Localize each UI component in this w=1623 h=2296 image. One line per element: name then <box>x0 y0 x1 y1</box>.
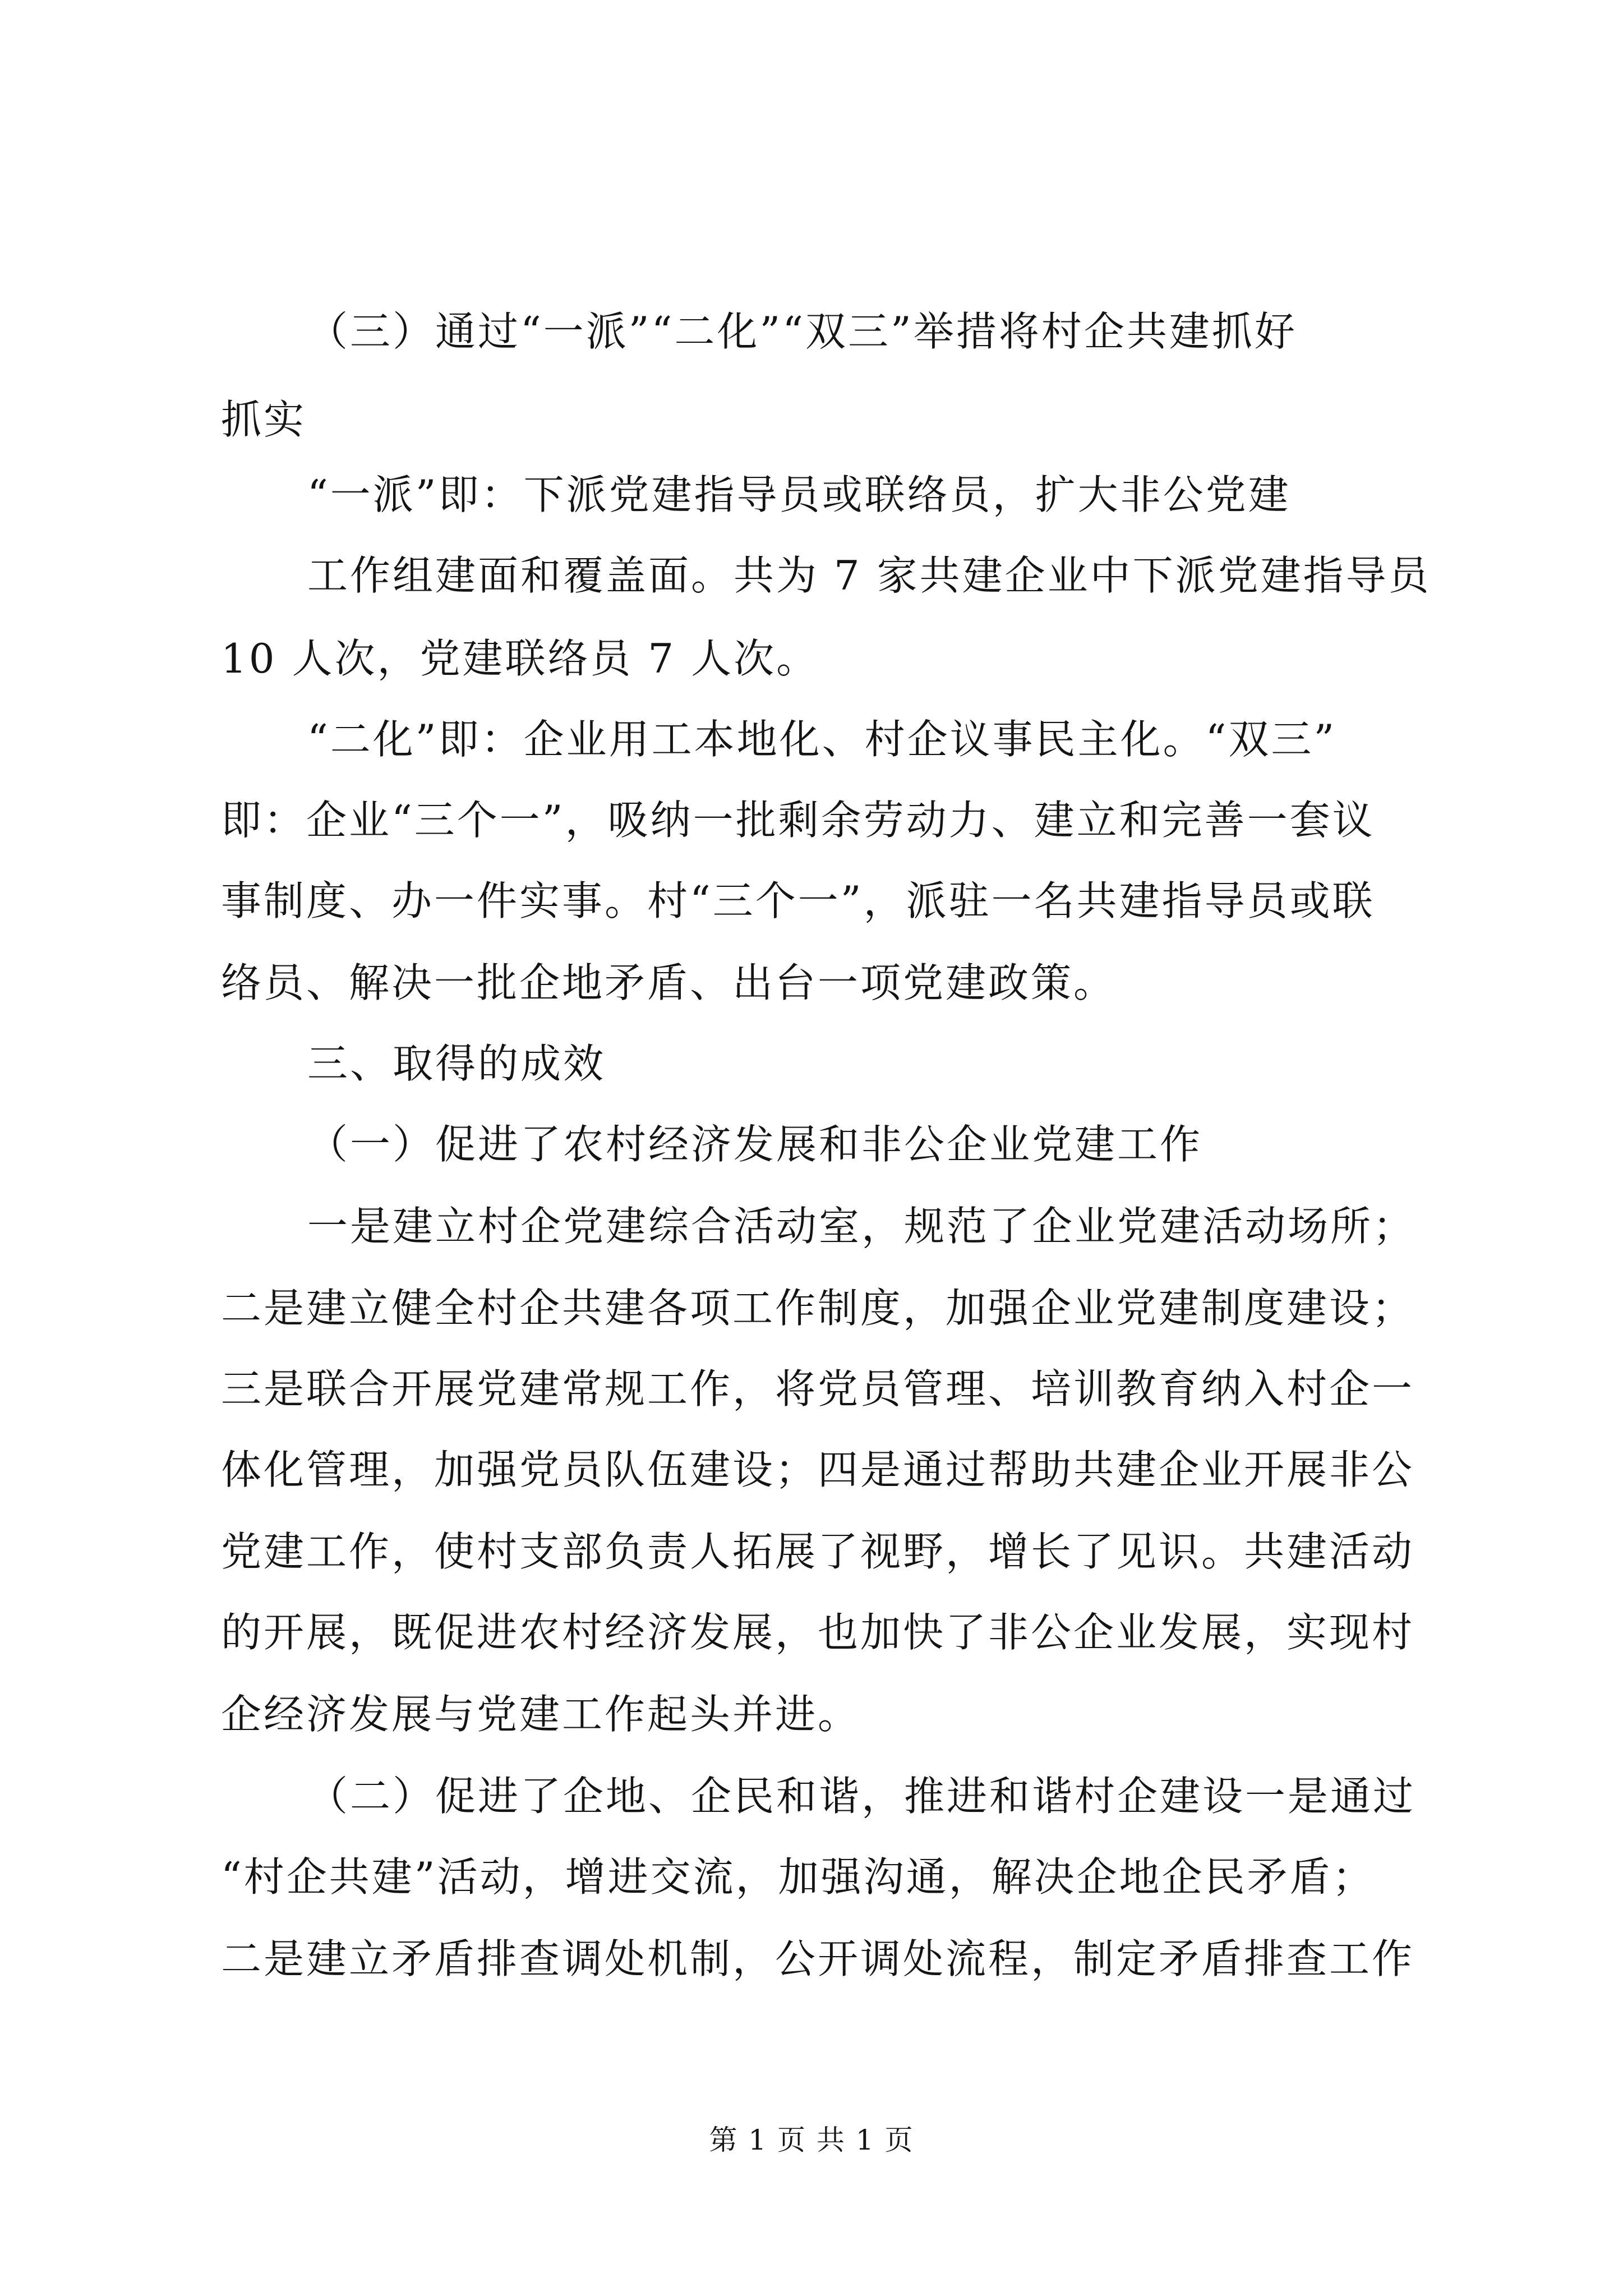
text-line: 络员、解决一批企地矛盾、出台一项党建政策。 <box>221 959 1117 1006</box>
text-line: 事制度、办一件实事。村“三个一”，派驻一名共建指导员或联 <box>221 877 1375 924</box>
text-line: 10 人次，党建联络员 7 人次。 <box>221 635 819 682</box>
text-line: “二化”即：企业用工本地化、村企议事民主化。“双三” <box>307 716 1337 763</box>
text-line: 三是联合开展党建常规工作，将党员管理、培训教育纳入村企一 <box>221 1365 1415 1412</box>
text-line: 一是建立村企党建综合活动室，规范了企业党建活动场所； <box>307 1203 1416 1250</box>
text-line: （三）通过“一派”“二化”“双三”举措将村企共建抓好 <box>307 308 1297 355</box>
text-line: 抓实 <box>221 396 307 443</box>
text-line: （二）促进了企地、企民和谐，推进和谐村企建设一是通过 <box>307 1773 1416 1820</box>
page-footer: 第 1 页 共 1 页 <box>709 2124 914 2156</box>
section-heading: 三、取得的成效 <box>307 1040 606 1087</box>
text-line: 党建工作，使村支部负责人拓展了视野，增长了见识。共建活动 <box>221 1528 1415 1575</box>
subsection-heading: （一）促进了农村经济发展和非公企业党建工作 <box>307 1121 1203 1168</box>
text-line: 体化管理，加强党员队伍建设；四是通过帮助共建企业开展非公 <box>221 1446 1415 1493</box>
text-line: 工作组建面和覆盖面。共为 7 家共建企业中下派党建指导员 <box>307 552 1431 599</box>
text-line: “一派”即：下派党建指导员或联络员，扩大非公党建 <box>307 471 1291 518</box>
text-line: 二是建立健全村企共建各项工作制度，加强企业党建制度建设； <box>221 1285 1415 1332</box>
text-line: 企经济发展与党建工作起头并进。 <box>221 1691 861 1738</box>
text-line: 即：企业“三个一”，吸纳一批剩余劳动力、建立和完善一套议 <box>221 797 1375 844</box>
text-line: “村企共建”活动，增进交流，加强沟通，解决企地企民矛盾； <box>221 1853 1375 1901</box>
text-line: 的开展，既促进农村经济发展，也加快了非公企业发展，实现村 <box>221 1609 1415 1656</box>
text-line: 二是建立矛盾排查调处机制，公开调处流程，制定矛盾排查工作 <box>221 1935 1415 1982</box>
